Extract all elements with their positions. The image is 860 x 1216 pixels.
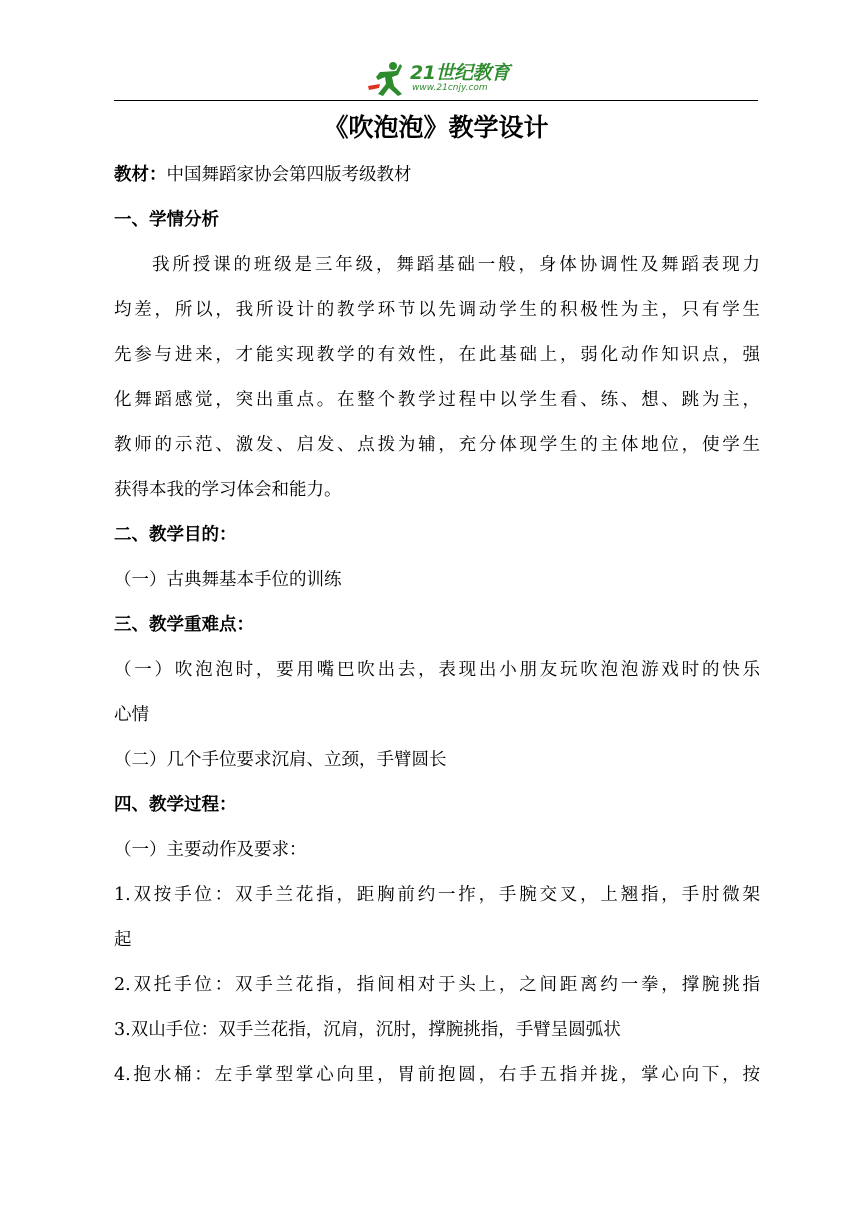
section-heading: 一、学情分析: [114, 210, 219, 230]
list-item: （二）几个手位要求沉肩、立颈，手臂圆长: [114, 750, 447, 770]
step-item: 3.双山手位：双手兰花指，沉肩，沉肘，撑腕挑指，手臂呈圆弧状: [114, 1020, 621, 1040]
page-title: 《吹泡泡》教学设计: [323, 113, 549, 142]
section-heading: 四、教学过程：: [114, 795, 237, 815]
list-item: （一）古典舞基本手位的训练: [114, 570, 342, 590]
step-item: 2.双托手位：双手兰花指，指间相对于头上，之间距离约一拳，撑腕挑指: [114, 975, 760, 995]
logo-text: 21世纪教育: [410, 62, 510, 84]
section-heading: 三、教学重难点：: [114, 615, 254, 635]
running-figure-icon: [366, 60, 408, 98]
material-value: 中国舞蹈家协会第四版考级教材: [166, 165, 412, 185]
document-body: [114, 153, 760, 1098]
step-item: 4.抱水桶：左手掌型掌心向里，胃前抱圆，右手五指并拢，掌心向下，按: [114, 1065, 760, 1085]
material-label: 教材：: [114, 165, 167, 185]
paragraph-line: 我所授课的班级是三年级，舞蹈基础一般，身体协调性及舞蹈表现力: [152, 255, 760, 275]
paragraph-line: 教师的示范、激发、启发、点拨为辅，充分体现学生的主体地位，使学生: [114, 435, 760, 455]
paragraph-line: 均差，所以，我所设计的教学环节以先调动学生的积极性为主，只有学生: [114, 300, 760, 320]
page-header: [114, 58, 758, 102]
list-item-continuation: 心情: [114, 705, 149, 725]
header-rule: [114, 100, 758, 101]
subsection-heading: （一）主要动作及要求：: [114, 840, 307, 860]
paragraph-line: 获得本我的学习体会和能力。: [114, 480, 342, 500]
list-item: （一）吹泡泡时，要用嘴巴吹出去，表现出小朋友玩吹泡泡游戏时的快乐: [114, 660, 760, 680]
material-line: [114, 153, 760, 198]
step-item-continuation: 起: [114, 930, 132, 950]
section-heading: 二、教学目的：: [114, 525, 237, 545]
paragraph-line: 化舞蹈感觉，突出重点。在整个教学过程中以学生看、练、想、跳为主，: [114, 390, 760, 410]
logo-url: www.21cnjy.com: [412, 83, 488, 93]
logo: [366, 58, 516, 100]
paragraph-line: 先参与进来，才能实现教学的有效性，在此基础上，弱化动作知识点，强: [114, 345, 760, 365]
step-item: 1.双按手位：双手兰花指，距胸前约一拃，手腕交叉，上翘指，手肘微架: [114, 885, 760, 905]
